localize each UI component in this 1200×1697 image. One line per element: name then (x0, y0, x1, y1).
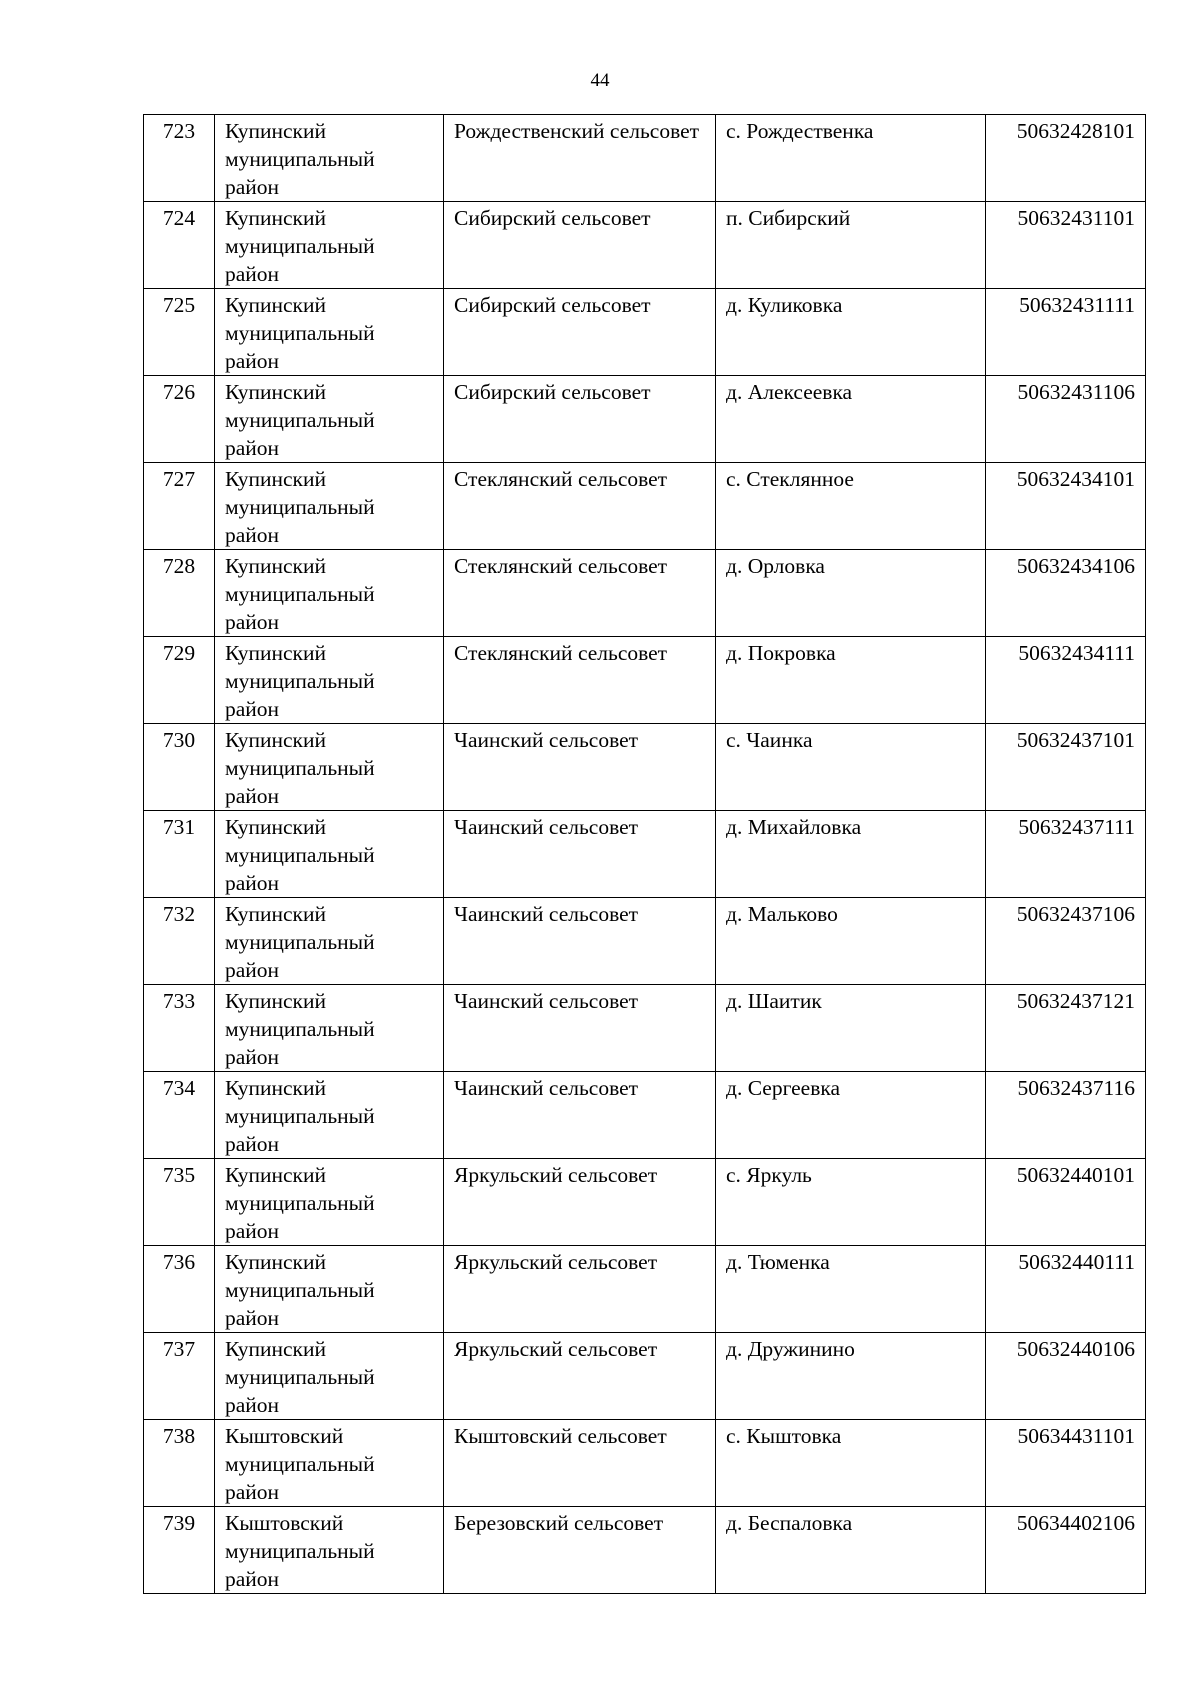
district-cell: Купинский муниципальный район (215, 1072, 444, 1159)
district-cell: Кыштовский муниципальный район (215, 1420, 444, 1507)
council-cell: Стеклянский сельсовет (444, 463, 716, 550)
oktmo-code-cell: 50632434101 (986, 463, 1146, 550)
row-number-cell: 736 (144, 1246, 215, 1333)
locality-cell: с. Кыштовка (716, 1420, 986, 1507)
oktmo-code-cell: 50634402106 (986, 1507, 1146, 1594)
council-cell: Чаинский сельсовет (444, 1072, 716, 1159)
table-row (144, 1159, 1146, 1246)
table-row (144, 115, 1146, 202)
oktmo-code-cell: 50634431101 (986, 1420, 1146, 1507)
district-cell: Купинский муниципальный район (215, 898, 444, 985)
oktmo-code-cell: 50632431111 (986, 289, 1146, 376)
district-cell: Купинский муниципальный район (215, 724, 444, 811)
locality-cell: д. Тюменка (716, 1246, 986, 1333)
row-number-cell: 737 (144, 1333, 215, 1420)
table-row (144, 289, 1146, 376)
council-cell: Сибирский сельсовет (444, 289, 716, 376)
row-number-cell: 729 (144, 637, 215, 724)
table-row (144, 1420, 1146, 1507)
council-cell: Чаинский сельсовет (444, 985, 716, 1072)
locality-cell: д. Сергеевка (716, 1072, 986, 1159)
district-cell: Купинский муниципальный район (215, 463, 444, 550)
locality-cell: д. Алексеевка (716, 376, 986, 463)
table-row (144, 550, 1146, 637)
locality-cell: д. Шаитик (716, 985, 986, 1072)
locality-cell: д. Михайловка (716, 811, 986, 898)
locality-cell: д. Беспаловка (716, 1507, 986, 1594)
oktmo-code-cell: 50632440106 (986, 1333, 1146, 1420)
table-row (144, 1072, 1146, 1159)
table-row (144, 1246, 1146, 1333)
council-cell: Яркульский сельсовет (444, 1333, 716, 1420)
council-cell: Березовский сельсовет (444, 1507, 716, 1594)
council-cell: Сибирский сельсовет (444, 202, 716, 289)
district-cell: Кыштовский муниципальный район (215, 1507, 444, 1594)
oktmo-code-cell: 50632437106 (986, 898, 1146, 985)
settlements-table (143, 114, 1146, 1594)
row-number-cell: 731 (144, 811, 215, 898)
table-row (144, 985, 1146, 1072)
locality-cell: с. Чаинка (716, 724, 986, 811)
table-row (144, 376, 1146, 463)
locality-cell: д. Мальково (716, 898, 986, 985)
council-cell: Яркульский сельсовет (444, 1159, 716, 1246)
council-cell: Рождественский сельсовет (444, 115, 716, 202)
row-number-cell: 730 (144, 724, 215, 811)
oktmo-code-cell: 50632437116 (986, 1072, 1146, 1159)
district-cell: Купинский муниципальный район (215, 1159, 444, 1246)
district-cell: Купинский муниципальный район (215, 811, 444, 898)
row-number-cell: 734 (144, 1072, 215, 1159)
locality-cell: д. Орловка (716, 550, 986, 637)
oktmo-code-cell: 50632440111 (986, 1246, 1146, 1333)
oktmo-code-cell: 50632428101 (986, 115, 1146, 202)
table-row (144, 1507, 1146, 1594)
district-cell: Купинский муниципальный район (215, 1333, 444, 1420)
council-cell: Чаинский сельсовет (444, 724, 716, 811)
oktmo-code-cell: 50632434106 (986, 550, 1146, 637)
row-number-cell: 733 (144, 985, 215, 1072)
oktmo-code-cell: 50632440101 (986, 1159, 1146, 1246)
district-cell: Купинский муниципальный район (215, 289, 444, 376)
locality-cell: с. Яркуль (716, 1159, 986, 1246)
row-number-cell: 724 (144, 202, 215, 289)
district-cell: Купинский муниципальный район (215, 1246, 444, 1333)
oktmo-code-cell: 50632431106 (986, 376, 1146, 463)
locality-cell: д. Дружинино (716, 1333, 986, 1420)
row-number-cell: 726 (144, 376, 215, 463)
row-number-cell: 735 (144, 1159, 215, 1246)
district-cell: Купинский муниципальный район (215, 202, 444, 289)
locality-cell: д. Покровка (716, 637, 986, 724)
council-cell: Сибирский сельсовет (444, 376, 716, 463)
table-row (144, 811, 1146, 898)
council-cell: Стеклянский сельсовет (444, 550, 716, 637)
table-row (144, 463, 1146, 550)
oktmo-code-cell: 50632437121 (986, 985, 1146, 1072)
table-row (144, 724, 1146, 811)
council-cell: Чаинский сельсовет (444, 811, 716, 898)
row-number-cell: 738 (144, 1420, 215, 1507)
council-cell: Чаинский сельсовет (444, 898, 716, 985)
oktmo-code-cell: 50632437101 (986, 724, 1146, 811)
row-number-cell: 725 (144, 289, 215, 376)
table-body (144, 115, 1146, 1594)
council-cell: Кыштовский сельсовет (444, 1420, 716, 1507)
row-number-cell: 727 (144, 463, 215, 550)
council-cell: Стеклянский сельсовет (444, 637, 716, 724)
council-cell: Яркульский сельсовет (444, 1246, 716, 1333)
row-number-cell: 739 (144, 1507, 215, 1594)
district-cell: Купинский муниципальный район (215, 115, 444, 202)
table-row (144, 202, 1146, 289)
locality-cell: п. Сибирский (716, 202, 986, 289)
table-row (144, 1333, 1146, 1420)
table-row (144, 637, 1146, 724)
oktmo-code-cell: 50632437111 (986, 811, 1146, 898)
table-row (144, 898, 1146, 985)
district-cell: Купинский муниципальный район (215, 637, 444, 724)
district-cell: Купинский муниципальный район (215, 550, 444, 637)
page-number: 44 (590, 70, 610, 91)
district-cell: Купинский муниципальный район (215, 985, 444, 1072)
locality-cell: д. Куликовка (716, 289, 986, 376)
row-number-cell: 728 (144, 550, 215, 637)
district-cell: Купинский муниципальный район (215, 376, 444, 463)
locality-cell: с. Стеклянное (716, 463, 986, 550)
locality-cell: с. Рождественка (716, 115, 986, 202)
oktmo-code-cell: 50632431101 (986, 202, 1146, 289)
oktmo-code-cell: 50632434111 (986, 637, 1146, 724)
row-number-cell: 732 (144, 898, 215, 985)
row-number-cell: 723 (144, 115, 215, 202)
